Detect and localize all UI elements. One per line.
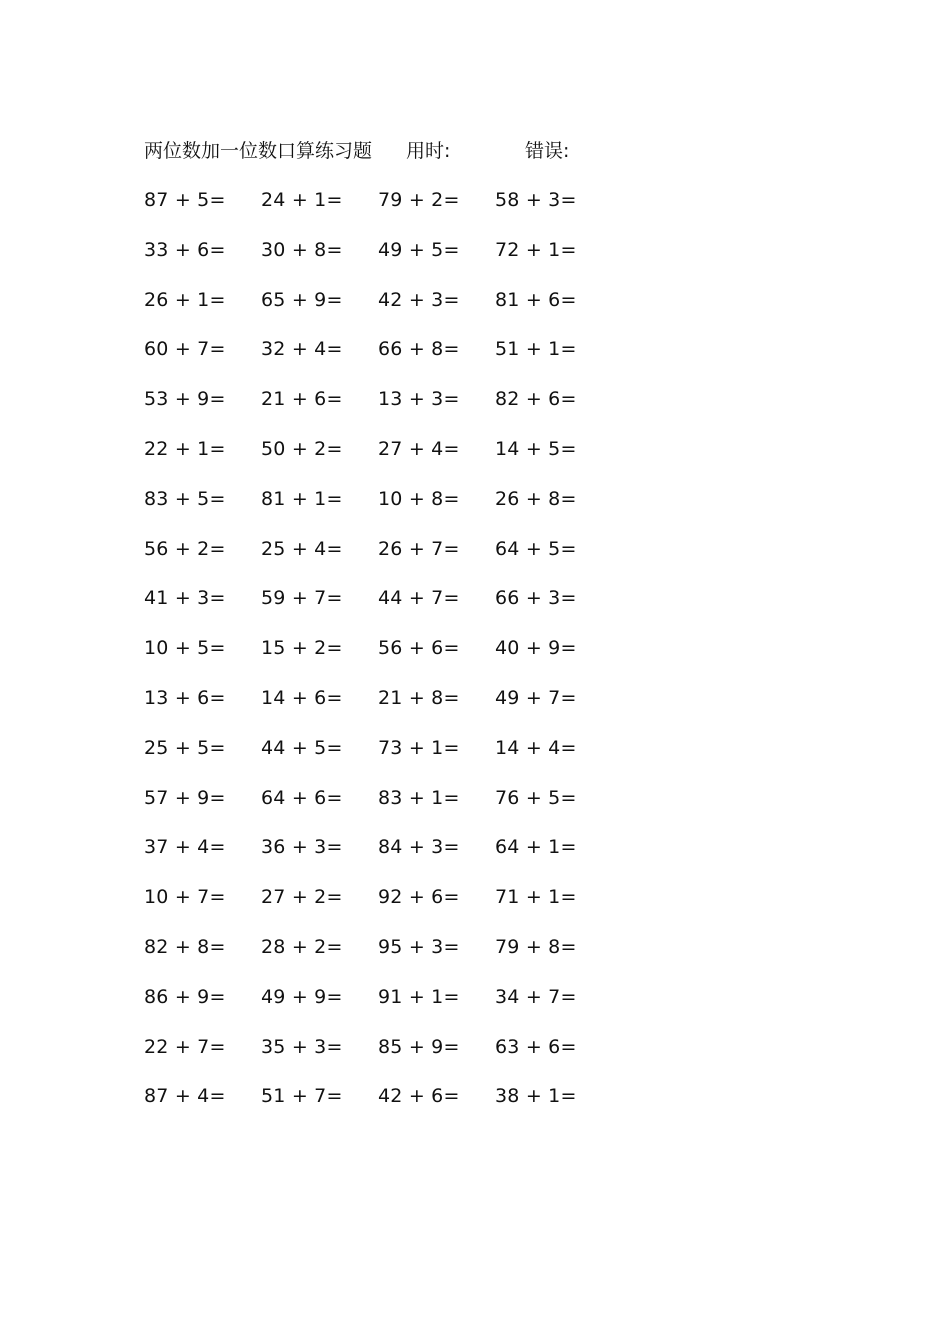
arithmetic-problem: 85 + 9=: [378, 1035, 460, 1058]
worksheet-header: [144, 136, 664, 166]
arithmetic-problem: 82 + 8=: [144, 935, 226, 958]
errors-label: 错误:: [525, 140, 570, 162]
arithmetic-problem: 44 + 7=: [378, 587, 460, 610]
arithmetic-problem: 32 + 4=: [261, 338, 343, 361]
arithmetic-problem: 38 + 1=: [495, 1085, 577, 1108]
arithmetic-problem: 84 + 3=: [378, 836, 460, 859]
arithmetic-problem: 72 + 1=: [495, 238, 577, 261]
arithmetic-problem: 56 + 2=: [144, 537, 226, 560]
arithmetic-problem: 27 + 2=: [261, 886, 343, 909]
arithmetic-problem: 51 + 7=: [261, 1085, 343, 1108]
arithmetic-problem: 49 + 9=: [261, 985, 343, 1008]
arithmetic-problem: 44 + 5=: [261, 736, 343, 759]
arithmetic-problem: 64 + 1=: [495, 836, 577, 859]
arithmetic-problem: 79 + 8=: [495, 935, 577, 958]
arithmetic-problem: 63 + 6=: [495, 1035, 577, 1058]
arithmetic-problem: 91 + 1=: [378, 985, 460, 1008]
arithmetic-problem: 82 + 6=: [495, 388, 577, 411]
arithmetic-problem: 66 + 3=: [495, 587, 577, 610]
arithmetic-problem: 25 + 4=: [261, 537, 343, 560]
arithmetic-problem: 59 + 7=: [261, 587, 343, 610]
arithmetic-problem: 42 + 3=: [378, 288, 460, 311]
arithmetic-problem: 21 + 6=: [261, 388, 343, 411]
arithmetic-problem: 15 + 2=: [261, 637, 343, 660]
arithmetic-problem: 95 + 3=: [378, 935, 460, 958]
arithmetic-problem: 58 + 3=: [495, 189, 577, 211]
arithmetic-problem: 21 + 8=: [378, 686, 460, 709]
arithmetic-problem: 30 + 8=: [261, 238, 343, 261]
arithmetic-problem: 22 + 1=: [144, 437, 226, 460]
arithmetic-problem: 60 + 7=: [144, 338, 226, 361]
problem-grid: [144, 185, 624, 1131]
arithmetic-problem: 50 + 2=: [261, 437, 343, 460]
arithmetic-problem: 14 + 6=: [261, 686, 343, 709]
arithmetic-problem: 92 + 6=: [378, 886, 460, 909]
arithmetic-problem: 66 + 8=: [378, 338, 460, 361]
arithmetic-problem: 10 + 7=: [144, 886, 226, 909]
arithmetic-problem: 37 + 4=: [144, 836, 226, 859]
arithmetic-problem: 87 + 4=: [144, 1085, 226, 1108]
arithmetic-problem: 53 + 9=: [144, 388, 226, 411]
arithmetic-problem: 26 + 7=: [378, 537, 460, 560]
arithmetic-problem: 36 + 3=: [261, 836, 343, 859]
arithmetic-problem: 65 + 9=: [261, 288, 343, 311]
arithmetic-problem: 56 + 6=: [378, 637, 460, 660]
worksheet-title: 两位数加一位数口算练习题: [144, 140, 373, 162]
arithmetic-problem: 27 + 4=: [378, 437, 460, 460]
arithmetic-problem: 33 + 6=: [144, 238, 226, 261]
arithmetic-problem: 83 + 5=: [144, 487, 226, 510]
arithmetic-problem: 10 + 8=: [378, 487, 460, 510]
arithmetic-problem: 87 + 5=: [144, 189, 226, 211]
arithmetic-problem: 57 + 9=: [144, 786, 226, 809]
arithmetic-problem: 14 + 5=: [495, 437, 577, 460]
arithmetic-problem: 13 + 6=: [144, 686, 226, 709]
arithmetic-problem: 76 + 5=: [495, 786, 577, 809]
arithmetic-problem: 40 + 9=: [495, 637, 577, 660]
arithmetic-problem: 81 + 6=: [495, 288, 577, 311]
arithmetic-problem: 86 + 9=: [144, 985, 226, 1008]
arithmetic-problem: 14 + 4=: [495, 736, 577, 759]
arithmetic-problem: 81 + 1=: [261, 487, 343, 510]
arithmetic-problem: 64 + 6=: [261, 786, 343, 809]
arithmetic-problem: 49 + 5=: [378, 238, 460, 261]
arithmetic-problem: 26 + 1=: [144, 288, 226, 311]
arithmetic-problem: 64 + 5=: [495, 537, 577, 560]
arithmetic-problem: 42 + 6=: [378, 1085, 460, 1108]
arithmetic-problem: 22 + 7=: [144, 1035, 226, 1058]
arithmetic-problem: 35 + 3=: [261, 1035, 343, 1058]
arithmetic-problem: 28 + 2=: [261, 935, 343, 958]
arithmetic-problem: 24 + 1=: [261, 189, 343, 211]
arithmetic-problem: 71 + 1=: [495, 886, 577, 909]
arithmetic-problem: 51 + 1=: [495, 338, 577, 361]
arithmetic-problem: 25 + 5=: [144, 736, 226, 759]
time-used-label: 用时:: [406, 140, 451, 162]
arithmetic-problem: 41 + 3=: [144, 587, 226, 610]
arithmetic-problem: 10 + 5=: [144, 637, 226, 660]
arithmetic-problem: 13 + 3=: [378, 388, 460, 411]
arithmetic-problem: 49 + 7=: [495, 686, 577, 709]
arithmetic-problem: 26 + 8=: [495, 487, 577, 510]
arithmetic-problem: 83 + 1=: [378, 786, 460, 809]
arithmetic-problem: 73 + 1=: [378, 736, 460, 759]
arithmetic-problem: 79 + 2=: [378, 189, 460, 211]
arithmetic-problem: 34 + 7=: [495, 985, 577, 1008]
